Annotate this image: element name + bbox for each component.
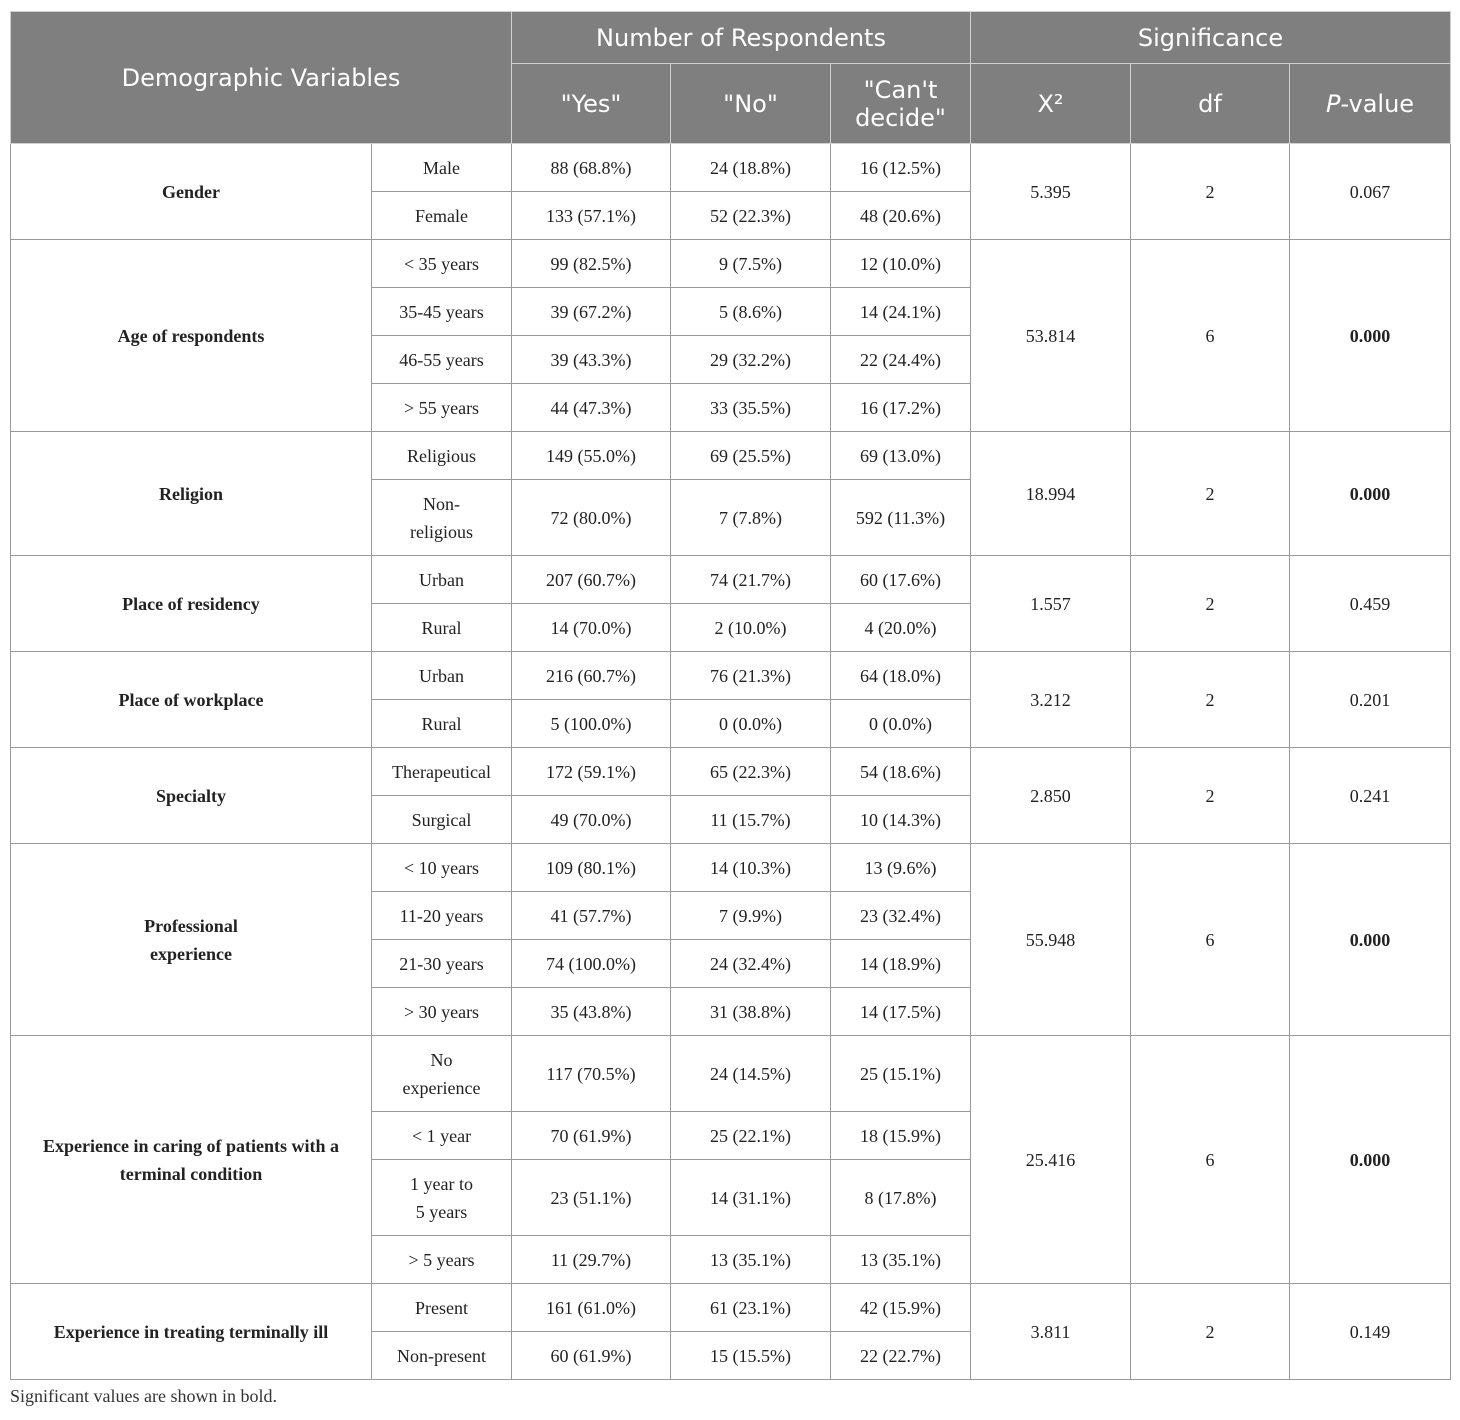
category-cell: Surgical xyxy=(372,796,512,844)
demographics-table xyxy=(10,11,1451,1380)
yes-cell: 216 (60.7%) xyxy=(512,652,671,700)
yes-cell: 109 (80.1%) xyxy=(512,844,671,892)
no-cell: 52 (22.3%) xyxy=(671,192,831,240)
category-cell: 1 year to 5 years xyxy=(372,1160,512,1236)
cant-decide-cell: 4 (20.0%) xyxy=(831,604,971,652)
cant-decide-cell: 69 (13.0%) xyxy=(831,432,971,480)
no-cell: 24 (18.8%) xyxy=(671,144,831,192)
cant-decide-cell: 42 (15.9%) xyxy=(831,1284,971,1332)
yes-cell: 70 (61.9%) xyxy=(512,1112,671,1160)
yes-cell: 35 (43.8%) xyxy=(512,988,671,1036)
category-cell: No experience xyxy=(372,1036,512,1112)
no-cell: 0 (0.0%) xyxy=(671,700,831,748)
chi-square-cell: 5.395 xyxy=(971,144,1131,240)
table-row xyxy=(11,652,1451,700)
category-cell: Male xyxy=(372,144,512,192)
header-df: df xyxy=(1131,64,1290,144)
p-value-cell: 0.000 xyxy=(1290,240,1451,432)
df-cell: 6 xyxy=(1131,240,1290,432)
cant-decide-cell: 16 (17.2%) xyxy=(831,384,971,432)
header-p-value xyxy=(1290,64,1451,144)
chi-square-cell: 53.814 xyxy=(971,240,1131,432)
variable-label: Specialty xyxy=(11,748,372,844)
p-value-cell: 0.000 xyxy=(1290,432,1451,556)
chi-square-cell: 25.416 xyxy=(971,1036,1131,1284)
yes-cell: 49 (70.0%) xyxy=(512,796,671,844)
p-value-cell: 0.459 xyxy=(1290,556,1451,652)
category-cell: Religious xyxy=(372,432,512,480)
yes-cell: 41 (57.7%) xyxy=(512,892,671,940)
variable-label: Place of residency xyxy=(11,556,372,652)
no-cell: 2 (10.0%) xyxy=(671,604,831,652)
table-row xyxy=(11,432,1451,480)
header-p-rest: -value xyxy=(1340,89,1415,118)
p-value-cell: 0.000 xyxy=(1290,1036,1451,1284)
table-row xyxy=(11,844,1451,892)
cant-decide-cell: 25 (15.1%) xyxy=(831,1036,971,1112)
yes-cell: 172 (59.1%) xyxy=(512,748,671,796)
p-value-cell: 0.149 xyxy=(1290,1284,1451,1380)
table-row xyxy=(11,1284,1451,1332)
table-body xyxy=(11,144,1451,1380)
header-p-italic: P xyxy=(1325,89,1341,118)
no-cell: 61 (23.1%) xyxy=(671,1284,831,1332)
df-cell: 2 xyxy=(1131,1284,1290,1380)
cant-decide-cell: 22 (22.7%) xyxy=(831,1332,971,1380)
cant-decide-cell: 12 (10.0%) xyxy=(831,240,971,288)
no-cell: 24 (14.5%) xyxy=(671,1036,831,1112)
cant-decide-cell: 23 (32.4%) xyxy=(831,892,971,940)
cant-decide-cell: 48 (20.6%) xyxy=(831,192,971,240)
header-cant-decide: "Can't decide" xyxy=(831,64,971,144)
no-cell: 7 (9.9%) xyxy=(671,892,831,940)
no-cell: 25 (22.1%) xyxy=(671,1112,831,1160)
yes-cell: 39 (67.2%) xyxy=(512,288,671,336)
no-cell: 69 (25.5%) xyxy=(671,432,831,480)
yes-cell: 11 (29.7%) xyxy=(512,1236,671,1284)
category-cell: Non- religious xyxy=(372,480,512,556)
category-cell: Female xyxy=(372,192,512,240)
cant-decide-cell: 13 (35.1%) xyxy=(831,1236,971,1284)
cant-decide-cell: 64 (18.0%) xyxy=(831,652,971,700)
category-cell: 46-55 years xyxy=(372,336,512,384)
yes-cell: 14 (70.0%) xyxy=(512,604,671,652)
no-cell: 13 (35.1%) xyxy=(671,1236,831,1284)
variable-label: Religion xyxy=(11,432,372,556)
yes-cell: 60 (61.9%) xyxy=(512,1332,671,1380)
variable-label: Experience in treating terminally ill xyxy=(11,1284,372,1380)
variable-label: Experience in caring of patients with a terminal condition xyxy=(11,1036,372,1284)
table-row xyxy=(11,144,1451,192)
yes-cell: 72 (80.0%) xyxy=(512,480,671,556)
cant-decide-cell: 60 (17.6%) xyxy=(831,556,971,604)
p-value-cell: 0.241 xyxy=(1290,748,1451,844)
p-value-cell: 0.201 xyxy=(1290,652,1451,748)
yes-cell: 117 (70.5%) xyxy=(512,1036,671,1112)
footnote: Significant values are shown in bold. xyxy=(10,1386,277,1406)
cant-decide-cell: 16 (12.5%) xyxy=(831,144,971,192)
table-row xyxy=(11,556,1451,604)
category-cell: 21-30 years xyxy=(372,940,512,988)
cant-decide-cell: 10 (14.3%) xyxy=(831,796,971,844)
yes-cell: 88 (68.8%) xyxy=(512,144,671,192)
cant-decide-cell: 13 (9.6%) xyxy=(831,844,971,892)
no-cell: 76 (21.3%) xyxy=(671,652,831,700)
category-cell: < 1 year xyxy=(372,1112,512,1160)
df-cell: 6 xyxy=(1131,844,1290,1036)
category-cell: Therapeutical xyxy=(372,748,512,796)
table-container xyxy=(10,11,1450,1380)
category-cell: Urban xyxy=(372,652,512,700)
category-cell: 35-45 years xyxy=(372,288,512,336)
table-row xyxy=(11,1036,1451,1112)
cant-decide-cell: 0 (0.0%) xyxy=(831,700,971,748)
no-cell: 14 (10.3%) xyxy=(671,844,831,892)
yes-cell: 5 (100.0%) xyxy=(512,700,671,748)
no-cell: 24 (32.4%) xyxy=(671,940,831,988)
no-cell: 65 (22.3%) xyxy=(671,748,831,796)
category-cell: < 35 years xyxy=(372,240,512,288)
yes-cell: 149 (55.0%) xyxy=(512,432,671,480)
df-cell: 2 xyxy=(1131,144,1290,240)
no-cell: 7 (7.8%) xyxy=(671,480,831,556)
chi-square-cell: 55.948 xyxy=(971,844,1131,1036)
category-cell: Present xyxy=(372,1284,512,1332)
yes-cell: 207 (60.7%) xyxy=(512,556,671,604)
variable-label: Gender xyxy=(11,144,372,240)
header-no: "No" xyxy=(671,64,831,144)
cant-decide-cell: 8 (17.8%) xyxy=(831,1160,971,1236)
category-cell: Rural xyxy=(372,604,512,652)
header-yes: "Yes" xyxy=(512,64,671,144)
no-cell: 74 (21.7%) xyxy=(671,556,831,604)
no-cell: 31 (38.8%) xyxy=(671,988,831,1036)
header-significance: Significance xyxy=(971,12,1451,64)
no-cell: 9 (7.5%) xyxy=(671,240,831,288)
chi-square-cell: 1.557 xyxy=(971,556,1131,652)
no-cell: 15 (15.5%) xyxy=(671,1332,831,1380)
variable-label: Place of workplace xyxy=(11,652,372,748)
cant-decide-cell: 54 (18.6%) xyxy=(831,748,971,796)
category-cell: Urban xyxy=(372,556,512,604)
p-value-cell: 0.000 xyxy=(1290,844,1451,1036)
cant-decide-cell: 592 (11.3%) xyxy=(831,480,971,556)
category-cell: < 10 years xyxy=(372,844,512,892)
p-value-cell: 0.067 xyxy=(1290,144,1451,240)
table-row xyxy=(11,748,1451,796)
df-cell: 2 xyxy=(1131,652,1290,748)
yes-cell: 39 (43.3%) xyxy=(512,336,671,384)
cant-decide-cell: 14 (17.5%) xyxy=(831,988,971,1036)
variable-label: Professional experience xyxy=(11,844,372,1036)
header-chi-square: X² xyxy=(971,64,1131,144)
yes-cell: 44 (47.3%) xyxy=(512,384,671,432)
yes-cell: 23 (51.1%) xyxy=(512,1160,671,1236)
yes-cell: 161 (61.0%) xyxy=(512,1284,671,1332)
cant-decide-cell: 22 (24.4%) xyxy=(831,336,971,384)
chi-square-cell: 3.212 xyxy=(971,652,1131,748)
chi-square-cell: 18.994 xyxy=(971,432,1131,556)
cant-decide-cell: 14 (18.9%) xyxy=(831,940,971,988)
no-cell: 14 (31.1%) xyxy=(671,1160,831,1236)
chi-square-cell: 3.811 xyxy=(971,1284,1131,1380)
yes-cell: 99 (82.5%) xyxy=(512,240,671,288)
category-cell: Rural xyxy=(372,700,512,748)
df-cell: 2 xyxy=(1131,748,1290,844)
category-cell: > 55 years xyxy=(372,384,512,432)
category-cell: Non-present xyxy=(372,1332,512,1380)
category-cell: 11-20 years xyxy=(372,892,512,940)
df-cell: 2 xyxy=(1131,432,1290,556)
df-cell: 6 xyxy=(1131,1036,1290,1284)
no-cell: 33 (35.5%) xyxy=(671,384,831,432)
no-cell: 29 (32.2%) xyxy=(671,336,831,384)
no-cell: 5 (8.6%) xyxy=(671,288,831,336)
category-cell: > 5 years xyxy=(372,1236,512,1284)
df-cell: 2 xyxy=(1131,556,1290,652)
cant-decide-cell: 14 (24.1%) xyxy=(831,288,971,336)
cant-decide-cell: 18 (15.9%) xyxy=(831,1112,971,1160)
table-row xyxy=(11,240,1451,288)
variable-label: Age of respondents xyxy=(11,240,372,432)
header-number-of-respondents: Number of Respondents xyxy=(512,12,971,64)
category-cell: > 30 years xyxy=(372,988,512,1036)
no-cell: 11 (15.7%) xyxy=(671,796,831,844)
header-demographic-variables: Demographic Variables xyxy=(11,12,512,144)
chi-square-cell: 2.850 xyxy=(971,748,1131,844)
yes-cell: 133 (57.1%) xyxy=(512,192,671,240)
yes-cell: 74 (100.0%) xyxy=(512,940,671,988)
